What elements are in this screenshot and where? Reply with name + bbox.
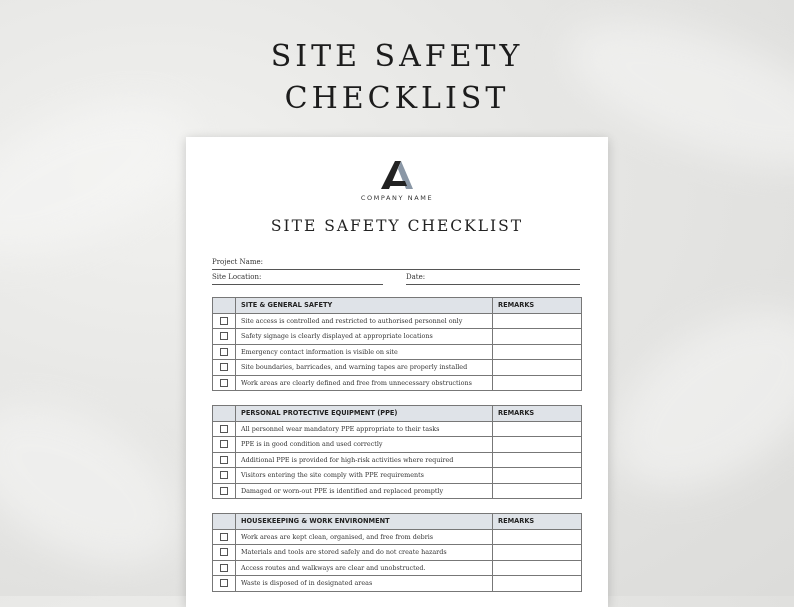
- checkbox[interactable]: [220, 548, 228, 556]
- checklist-item: Materials and tools are stored safely and do not create hazards: [236, 545, 493, 561]
- checklist-sheet: [186, 137, 608, 607]
- table-row: [213, 576, 582, 592]
- hero-title: [0, 36, 794, 120]
- remarks-cell[interactable]: [493, 375, 582, 391]
- remarks-cell[interactable]: [493, 576, 582, 592]
- table-header-row: [213, 298, 582, 314]
- date-field[interactable]: [406, 272, 580, 285]
- project-name-label: Project Name:: [212, 258, 263, 266]
- remarks-cell[interactable]: [493, 468, 582, 484]
- remarks-cell[interactable]: [493, 529, 582, 545]
- table-row: [213, 344, 582, 360]
- checklist-table-ppe: [212, 405, 582, 499]
- remarks-cell[interactable]: [493, 344, 582, 360]
- hero-title-line2: CHECKLIST: [284, 81, 510, 116]
- checkbox[interactable]: [220, 487, 228, 495]
- checklist-item: Emergency contact information is visible on site: [236, 344, 493, 360]
- checkbox[interactable]: [220, 379, 228, 387]
- checklist-item: All personnel wear mandatory PPE appropriate to their tasks: [236, 421, 493, 437]
- remarks-header: REMARKS: [493, 406, 582, 422]
- checkbox[interactable]: [220, 348, 228, 356]
- remarks-cell[interactable]: [493, 313, 582, 329]
- checklist-item: Work areas are kept clean, organised, and free from debris: [236, 529, 493, 545]
- table-row: [213, 560, 582, 576]
- table-row: [213, 375, 582, 391]
- remarks-cell[interactable]: [493, 360, 582, 376]
- remarks-header: REMARKS: [493, 298, 582, 314]
- document-title: SITE SAFETY CHECKLIST: [270, 217, 524, 235]
- remarks-cell[interactable]: [493, 437, 582, 453]
- table-row: [213, 468, 582, 484]
- section-title: PERSONAL PROTECTIVE EQUIPMENT (PPE): [236, 406, 493, 422]
- table-header-row: [213, 406, 582, 422]
- table-row: [213, 437, 582, 453]
- table-row: [213, 329, 582, 345]
- checkbox[interactable]: [220, 456, 228, 464]
- project-name-field[interactable]: [212, 257, 580, 270]
- remarks-cell[interactable]: [493, 329, 582, 345]
- checklist-item: Work areas are clearly defined and free from unnecessary obstructions: [236, 375, 493, 391]
- remarks-cell[interactable]: [493, 545, 582, 561]
- table-row: [213, 313, 582, 329]
- checklist-item: Damaged or worn-out PPE is identified and replaced promptly: [236, 483, 493, 499]
- table-row: [213, 360, 582, 376]
- checklist-table-housekeeping: [212, 513, 582, 592]
- company-logo-icon: [379, 159, 415, 191]
- checklist-item: Access routes and walkways are clear and unobstructed.: [236, 560, 493, 576]
- checklist-item: Visitors entering the site comply with PPE requirements: [236, 468, 493, 484]
- table-row: [213, 529, 582, 545]
- remarks-header: REMARKS: [493, 514, 582, 530]
- checklist-table-site-general-safety: [212, 297, 582, 391]
- remarks-cell[interactable]: [493, 421, 582, 437]
- remarks-cell[interactable]: [493, 452, 582, 468]
- table-row: [213, 421, 582, 437]
- section-title: HOUSEKEEPING & WORK ENVIRONMENT: [236, 514, 493, 530]
- checklist-item: Waste is disposed of in designated areas: [236, 576, 493, 592]
- checkbox[interactable]: [220, 317, 228, 325]
- checkbox[interactable]: [220, 440, 228, 448]
- checklist-item: Additional PPE is provided for high-risk activities where required: [236, 452, 493, 468]
- date-label: Date:: [406, 273, 426, 281]
- checkbox[interactable]: [220, 533, 228, 541]
- table-row: [213, 483, 582, 499]
- checkbox[interactable]: [220, 363, 228, 371]
- checklist-item: Site access is controlled and restricted to authorised personnel only: [236, 313, 493, 329]
- section-title: SITE & GENERAL SAFETY: [236, 298, 493, 314]
- checkbox[interactable]: [220, 471, 228, 479]
- checklist-item: PPE is in good condition and used correctly: [236, 437, 493, 453]
- table-header-row: [213, 514, 582, 530]
- table-row: [213, 452, 582, 468]
- checkbox[interactable]: [220, 332, 228, 340]
- checklist-item: Safety signage is clearly displayed at appropriate locations: [236, 329, 493, 345]
- checklist-item: Site boundaries, barricades, and warning tapes are properly installed: [236, 360, 493, 376]
- checkbox[interactable]: [220, 579, 228, 587]
- checkbox[interactable]: [220, 564, 228, 572]
- site-location-field[interactable]: [212, 272, 383, 285]
- remarks-cell[interactable]: [493, 560, 582, 576]
- hero-title-line1: SITE SAFETY: [270, 39, 524, 74]
- table-row: [213, 545, 582, 561]
- checkbox[interactable]: [220, 425, 228, 433]
- site-location-label: Site Location:: [212, 273, 262, 281]
- remarks-cell[interactable]: [493, 483, 582, 499]
- company-name: COMPANY NAME: [360, 194, 434, 202]
